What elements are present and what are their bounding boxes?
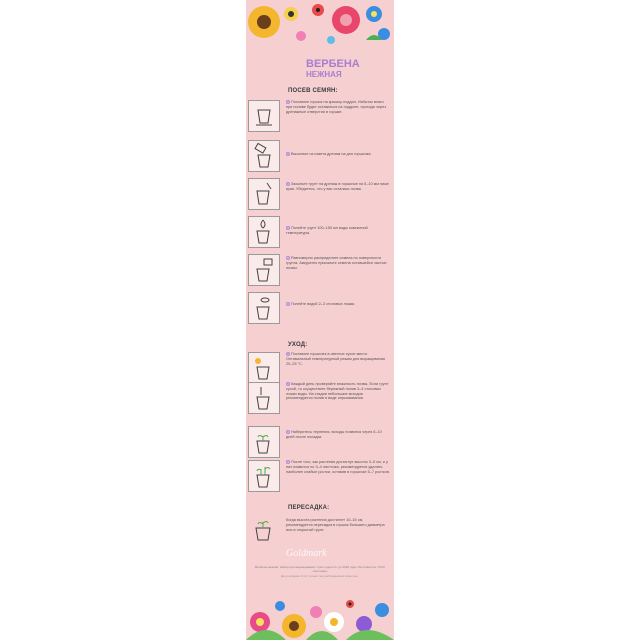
step-text: 4 Полейте грунт 100–150 мл воды комнатной температуры. [286, 226, 368, 235]
care-step [248, 426, 390, 460]
pot-on-tray-icon [248, 100, 280, 132]
fill-soil-icon [248, 178, 280, 210]
step-text: 2 Высыпьте из пакета дренаж на дно горшочка. [287, 152, 372, 156]
transplant-pot-icon [248, 514, 278, 544]
packaging-strip [246, 0, 394, 640]
step-text: 3 Засыпьте грунт на дренаж в горшочке на 5–10 мм ниже края. Убедитесь, что у вас осталась почва. [286, 182, 389, 191]
section-transplant-heading: ПЕРЕСАДКА: [288, 505, 330, 511]
step-text: 4 После того, как растения достигнут высоты 3–5 см, и у них появится по 3–4 листочка, рекомендуется удалить наиболее слабые ростки, оставив в горшочке 5–7 ростков. [286, 460, 390, 474]
care-step [248, 460, 390, 494]
check-moisture-icon [248, 382, 280, 414]
step-text: 5 Равномерно распределите семена по поверхности грунта. Аккуратно присыпьте семена оставшейся частью почвы. [286, 256, 387, 270]
flower-illustration-bottom [246, 592, 394, 640]
step-text: 2 Каждый день проверяйте влажность почвы. Если грунт сухой, то осуществите бережный полив 3–4 столовых ложки воды. На стадии небольших всходов рекомендуется полив в виде опрыскивания. [286, 382, 389, 401]
footer-note: Дети младше 3 лет только под наблюдением взрослых. [281, 574, 359, 578]
step-text: 3 Наберитесь терпения, всходы появятся через 5–10 дней после посадки. [286, 430, 382, 439]
spread-seeds-icon [248, 254, 280, 286]
transplant-text: Когда высота растения достигнет 10–15 см, рекомендуется пересадка в горшок большего диаметра или в открытый грунт. [286, 518, 385, 532]
watering-icon [248, 216, 280, 248]
transplant-step [248, 514, 390, 548]
watermark: Goldmark [286, 548, 327, 559]
sowing-step [248, 216, 390, 250]
pour-drainage-icon [248, 140, 280, 172]
product-subtitle: НЕЖНАЯ [306, 70, 342, 79]
flower-illustration-top [246, 0, 394, 50]
sun-temperature-icon [248, 352, 280, 384]
care-step [248, 352, 390, 386]
section-sowing-heading: ПОСЕВ СЕМЯН: [288, 88, 338, 94]
product-title: ВЕРБЕНА [306, 58, 360, 70]
spoon-water-icon [248, 292, 280, 324]
step-text: 6 Полейте водой 2–3 столовых ложки. [287, 302, 356, 306]
sowing-step [248, 254, 390, 288]
sowing-step [248, 140, 390, 174]
sowing-step [248, 292, 390, 326]
footer-text: Вербена нежная. Набор для выращивания. Срок годности: до 2026 года. Изготовитель: ООО «Кулинар» [255, 565, 385, 573]
care-step [248, 382, 390, 416]
seedlings-icon [248, 460, 280, 492]
step-text: 1 Поставьте горшочек в светлое сухое место. Оптимальный температурный режим для выращивания 20–25 °С. [286, 352, 385, 366]
section-care-heading: УХОД: [288, 342, 308, 348]
sowing-step [248, 178, 390, 212]
sowing-step [248, 100, 390, 134]
sprout-icon [248, 426, 280, 458]
step-text: 1 Поставьте горшок на крышку-поддон. Избыток влаги при поливе будет оставаться на поддоне, проходя через дренажные отверстия в горшке. [286, 100, 386, 114]
